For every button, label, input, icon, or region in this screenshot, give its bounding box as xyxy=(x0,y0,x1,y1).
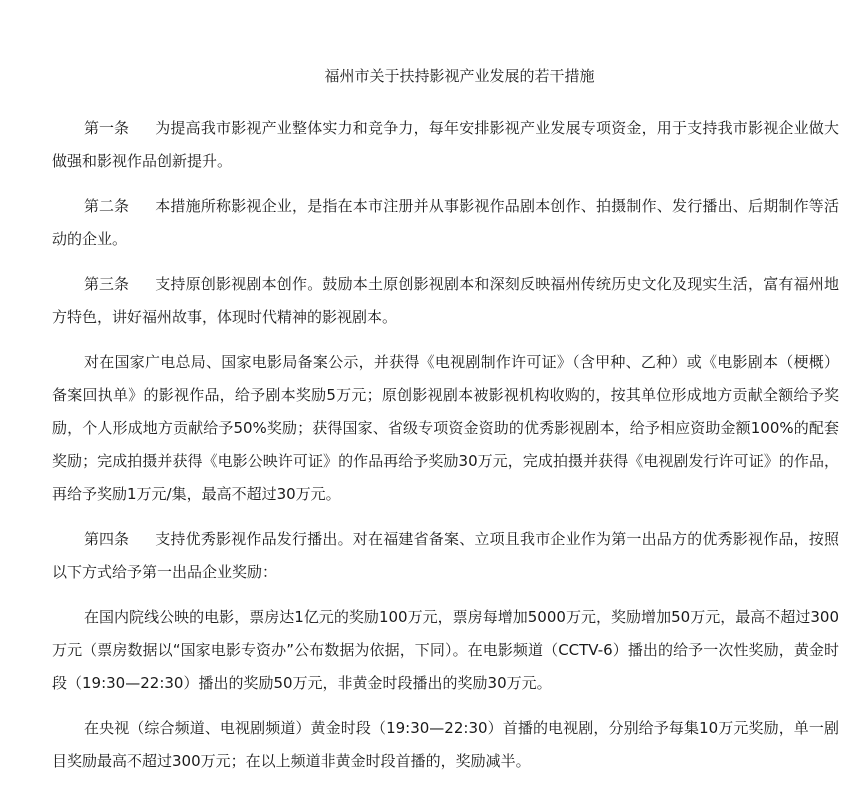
article-label: 第三条 xyxy=(84,275,130,293)
article-3 xyxy=(52,268,839,334)
article-label: 第二条 xyxy=(84,197,130,215)
paragraph-text: 对在国家广电总局、国家电影局备案公示，并获得《电视剧制作许可证》（含甲种、乙种）或《电影剧本（梗概）备案回执单》的影视作品，给予剧本奖励5万元；原创影视剧本被影视机构收购的，按其单位形成地方贡献全额给予奖励，个人形成地方贡献给予50%奖励；获得国家、省级专项资金资助的优秀影视剧本，给予相应资助金额100%的配套奖励；完成拍摄并获得《电影公映许可证》的作品再给予奖励30万元，完成拍摄并获得《电视剧发行许可证》的作品，再给予奖励1万元/集，最高不超过30万元。 xyxy=(52,353,839,503)
article-label: 第四条 xyxy=(84,530,130,548)
article-text: 支持原创影视剧本创作。鼓励本土原创影视剧本和深刻反映福州传统历史文化及现实生活，富有福州地方特色，讲好福州故事，体现时代精神的影视剧本。 xyxy=(52,275,839,326)
paragraph-text: 在国内院线公映的电影，票房达1亿元的奖励100万元，票房每增加5000万元，奖励增加50万元，最高不超过300万元（票房数据以“国家电影专资办”公布数据为依据，下同）。在电影频道（CCTV-6）播出的给予一次性奖励，黄金时段（19:30—22:30）播出的奖励50万元，非黄金时段播出的奖励30万元。 xyxy=(52,608,839,692)
paragraph-text: 在央视（综合频道、电视剧频道）黄金时段（19:30—22:30）首播的电视剧，分别给予每集10万元奖励，单一剧目奖励最高不超过300万元；在以上频道非黄金时段首播的，奖励减半。 xyxy=(52,719,839,770)
article-4 xyxy=(52,523,839,589)
article-text: 支持优秀影视作品发行播出。对在福建省备案、立项且我市企业作为第一出品方的优秀影视作品，按照以下方式给予第一出品企业奖励： xyxy=(52,530,839,581)
article-3-detail xyxy=(52,346,839,511)
article-text: 本措施所称影视企业，是指在本市注册并从事影视作品剧本创作、拍摄制作、发行播出、后期制作等活动的企业。 xyxy=(52,197,839,248)
article-1 xyxy=(52,112,839,178)
article-2 xyxy=(52,190,839,256)
document-title: 福州市关于扶持影视产业发展的若干措施 xyxy=(324,67,595,85)
article-text: 为提高我市影视产业整体实力和竞争力，每年安排影视产业发展专项资金，用于支持我市影视企业做大做强和影视作品创新提升。 xyxy=(52,119,839,170)
article-4-tv-detail xyxy=(52,712,839,778)
article-label: 第一条 xyxy=(84,119,130,137)
article-4-film-detail xyxy=(52,601,839,700)
